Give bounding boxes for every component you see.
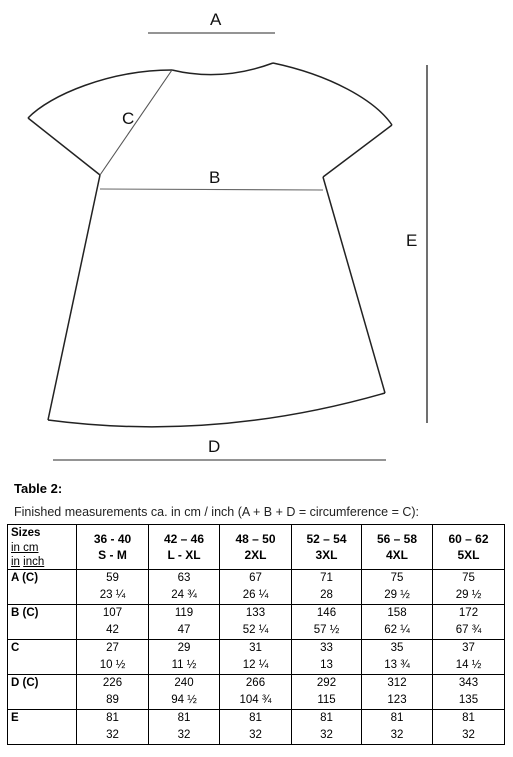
measurement-cell: [149, 710, 220, 745]
inch-value: 62 ¼: [384, 624, 410, 636]
cm-value: 59: [106, 572, 119, 584]
inch-value: 32: [177, 729, 191, 741]
measurement-cell: [433, 710, 505, 745]
inch-value: 11 ½: [171, 659, 197, 671]
cm-value: 240: [174, 677, 194, 689]
label-c: C: [122, 109, 135, 128]
inch-value: 47: [177, 624, 191, 636]
measurement-cell: [220, 675, 292, 710]
measurement-cell: [77, 605, 149, 640]
measurement-cell: [292, 710, 362, 745]
measurement-cell: [220, 640, 292, 675]
inch-value: 42: [106, 624, 119, 636]
size-column-header: 56 – 58 4XL: [362, 525, 433, 570]
measurement-cell: [149, 675, 220, 710]
measure-line-c: [100, 70, 172, 175]
inch-value: 32: [249, 729, 262, 741]
cm-value: 35: [390, 642, 404, 654]
table-title: Table 2:: [14, 481, 63, 496]
measurement-cell: [362, 710, 433, 745]
cm-value: 119: [174, 607, 194, 619]
measurement-cell: [292, 675, 362, 710]
cm-value: 81: [177, 712, 191, 724]
measurement-cell: [433, 570, 505, 605]
measurement-cell: [362, 675, 433, 710]
measurement-cell: [292, 570, 362, 605]
sizes-label: Sizes: [11, 527, 41, 539]
cm-value: 81: [462, 712, 475, 724]
cm-value: 133: [245, 607, 266, 619]
row-label: D (C): [8, 675, 77, 710]
measurement-cell: [220, 605, 292, 640]
cm-value: 343: [458, 677, 479, 689]
label-d: D: [208, 437, 221, 456]
inch-value: 28: [320, 589, 333, 601]
inch-value: 23 ¼: [99, 589, 126, 601]
cm-value: 81: [390, 712, 404, 724]
measurement-cell: [292, 640, 362, 675]
measurement-cell: [362, 570, 433, 605]
label-e: E: [406, 231, 418, 250]
unit-inch-label: in inch: [11, 556, 45, 568]
table-row: [8, 640, 505, 675]
cm-value: 226: [102, 677, 123, 689]
table-row: [8, 570, 505, 605]
right-sleeve-hem: [323, 125, 392, 177]
measure-line-b: [100, 189, 323, 190]
measurement-cell: [362, 640, 433, 675]
cm-value: 292: [316, 677, 337, 689]
measurement-cell: [220, 710, 292, 745]
measurement-cell: [433, 605, 505, 640]
cm-value: 75: [462, 572, 475, 584]
inch-value: 32: [390, 729, 404, 741]
right-sleeve-top: [273, 63, 392, 125]
row-label: A (C): [8, 570, 77, 605]
cm-value: 146: [316, 607, 337, 619]
table-row: [8, 675, 505, 710]
size-column-header: 60 – 62 5XL: [433, 525, 505, 570]
inch-value: 13 ¾: [384, 659, 410, 671]
hem-curve: [48, 393, 385, 427]
cm-value: 63: [177, 572, 191, 584]
left-sleeve-top: [28, 70, 172, 118]
cm-value: 75: [390, 572, 404, 584]
measurement-cell: [362, 605, 433, 640]
row-label: C: [8, 640, 77, 675]
inch-value: 10 ½: [99, 659, 126, 671]
inch-value: 13: [320, 659, 333, 671]
size-column-header: 52 – 54 3XL: [292, 525, 362, 570]
label-a: A: [210, 10, 222, 29]
row-label: B (C): [8, 605, 77, 640]
header-row: [8, 525, 505, 570]
cm-value: 107: [102, 607, 123, 619]
inch-value: 123: [387, 694, 407, 706]
inch-value: 57 ½: [313, 624, 340, 636]
table-caption: Finished measurements ca. in cm / inch (A + B + D = circumference = C):: [14, 505, 420, 519]
measurement-cell: [77, 640, 149, 675]
size-column-header: 36 - 40 S - M: [77, 525, 149, 570]
measurement-cell: [433, 640, 505, 675]
table-row: [8, 605, 505, 640]
inch-value: 94 ½: [171, 694, 197, 706]
cm-value: 33: [320, 642, 333, 654]
label-b: B: [209, 168, 221, 187]
cm-value: 67: [249, 572, 262, 584]
left-body-side: [48, 175, 100, 420]
inch-value: 135: [458, 694, 479, 706]
measurement-cell: [292, 605, 362, 640]
measurement-cell: [77, 675, 149, 710]
inch-value: 52 ¼: [242, 624, 269, 636]
cm-value: 172: [458, 607, 479, 619]
cm-value: 81: [249, 712, 262, 724]
cm-value: 312: [387, 677, 407, 689]
sizes-header: [8, 525, 77, 570]
left-sleeve-hem: [28, 118, 100, 175]
inch-value: 29 ½: [455, 589, 482, 601]
inch-value: 32: [462, 729, 475, 741]
inch-value: 29 ½: [384, 589, 410, 601]
measurement-cell: [149, 605, 220, 640]
cm-value: 29: [177, 642, 191, 654]
cm-value: 81: [320, 712, 333, 724]
cm-value: 71: [320, 572, 333, 584]
unit-cm-label: in cm: [11, 542, 39, 554]
inch-value: 115: [317, 694, 336, 706]
inch-value: 89: [106, 694, 119, 706]
neckline: [172, 63, 273, 75]
inch-value: 12 ¼: [242, 659, 269, 671]
right-body-side: [323, 177, 385, 393]
row-label: E: [8, 710, 77, 745]
inch-value: 14 ½: [455, 659, 482, 671]
cm-value: 37: [462, 642, 475, 654]
measurements-table: [7, 524, 505, 745]
inch-value: 26 ¼: [242, 589, 269, 601]
inch-value: 24 ¾: [171, 589, 197, 601]
cm-value: 81: [106, 712, 119, 724]
size-column-header: 48 – 50 2XL: [220, 525, 292, 570]
measurement-cell: [149, 570, 220, 605]
inch-value: 67 ¾: [455, 624, 482, 636]
inch-value: 32: [106, 729, 119, 741]
measurement-cell: [433, 675, 505, 710]
table-row: [8, 710, 505, 745]
cm-value: 158: [387, 607, 407, 619]
cm-value: 27: [106, 642, 119, 654]
size-column-header: 42 – 46 L - XL: [149, 525, 220, 570]
cm-value: 266: [245, 677, 266, 689]
inch-value: 104 ¾: [239, 694, 272, 706]
cm-value: 31: [249, 642, 262, 654]
measurement-cell: [77, 710, 149, 745]
inch-value: 32: [320, 729, 333, 741]
measurement-cell: [149, 640, 220, 675]
measurement-cell: [77, 570, 149, 605]
measurement-cell: [220, 570, 292, 605]
